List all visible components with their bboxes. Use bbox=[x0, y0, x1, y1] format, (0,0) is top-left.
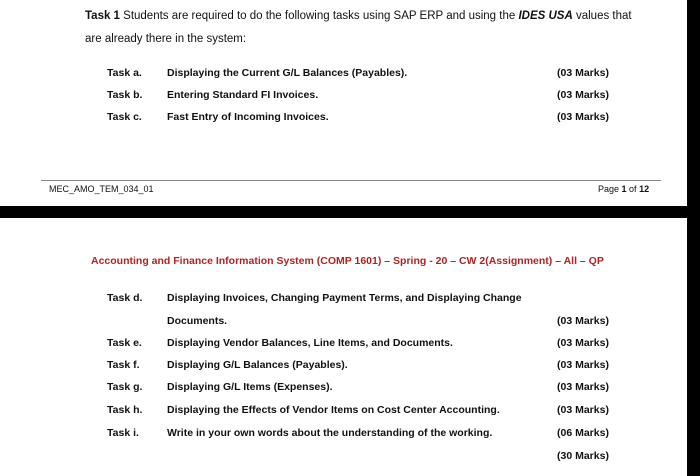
task-1-intro-line-1 bbox=[85, 10, 632, 22]
task-label: Task e. bbox=[107, 337, 142, 349]
intro-suffix: values that bbox=[572, 10, 632, 22]
task-1-title: Task 1 bbox=[85, 10, 120, 22]
task-label: Task b. bbox=[107, 89, 143, 101]
task-text: Displaying Vendor Balances, Line Items, and Documents. bbox=[167, 337, 453, 349]
task-marks: (03 Marks) bbox=[557, 315, 609, 327]
page-header-course-title: Accounting and Finance Information System (COMP 1601) – Spring - 20 – CW 2(Assignment) – All – QP bbox=[91, 255, 604, 267]
task-text: Fast Entry of Incoming Invoices. bbox=[167, 111, 329, 123]
task-label: Task f. bbox=[107, 359, 140, 371]
task-label: Task d. bbox=[107, 292, 143, 304]
task-label: Task g. bbox=[107, 381, 143, 393]
footer-page-number: Page 1 of 12 bbox=[598, 184, 650, 194]
footer-divider bbox=[41, 180, 661, 181]
task-text-continued: Documents. bbox=[167, 315, 228, 327]
task-text: Write in your own words about the understanding of the working. bbox=[167, 427, 493, 439]
task-marks: (03 Marks) bbox=[557, 111, 609, 123]
task-marks: (03 Marks) bbox=[557, 67, 609, 79]
intro-text: Students are required to do the following tasks using SAP ERP and using the bbox=[119, 10, 519, 22]
task-marks: (03 Marks) bbox=[557, 359, 609, 371]
task-marks: (03 Marks) bbox=[557, 381, 609, 393]
footer-document-code: MEC_AMO_TEM_034_01 bbox=[49, 184, 154, 194]
task-text: Displaying the Effects of Vendor Items on Cost Center Accounting. bbox=[167, 404, 500, 416]
task-marks: (03 Marks) bbox=[557, 89, 609, 101]
task-marks: (03 Marks) bbox=[557, 337, 609, 349]
document-page-1 bbox=[0, 0, 687, 206]
task-marks: (06 Marks) bbox=[557, 427, 609, 439]
task-label: Task i. bbox=[107, 427, 139, 439]
task-text: Displaying G/L Balances (Payables). bbox=[167, 359, 348, 371]
task-text: Entering Standard FI Invoices. bbox=[167, 89, 319, 101]
task-text: Displaying Invoices, Changing Payment Terms, and Displaying Change bbox=[167, 292, 522, 304]
task-label: Task a. bbox=[107, 67, 142, 79]
total-marks: (30 Marks) bbox=[557, 450, 609, 462]
document-page-2 bbox=[0, 218, 687, 476]
task-marks: (03 Marks) bbox=[557, 404, 609, 416]
task-label: Task h. bbox=[107, 404, 143, 416]
ides-usa-emphasis: IDES USA bbox=[518, 10, 573, 22]
task-label: Task c. bbox=[107, 111, 142, 123]
task-text: Displaying G/L Items (Expenses). bbox=[167, 381, 333, 393]
task-1-intro-line-2: are already there in the system: bbox=[85, 33, 247, 45]
task-text: Displaying the Current G/L Balances (Payables). bbox=[167, 67, 408, 79]
